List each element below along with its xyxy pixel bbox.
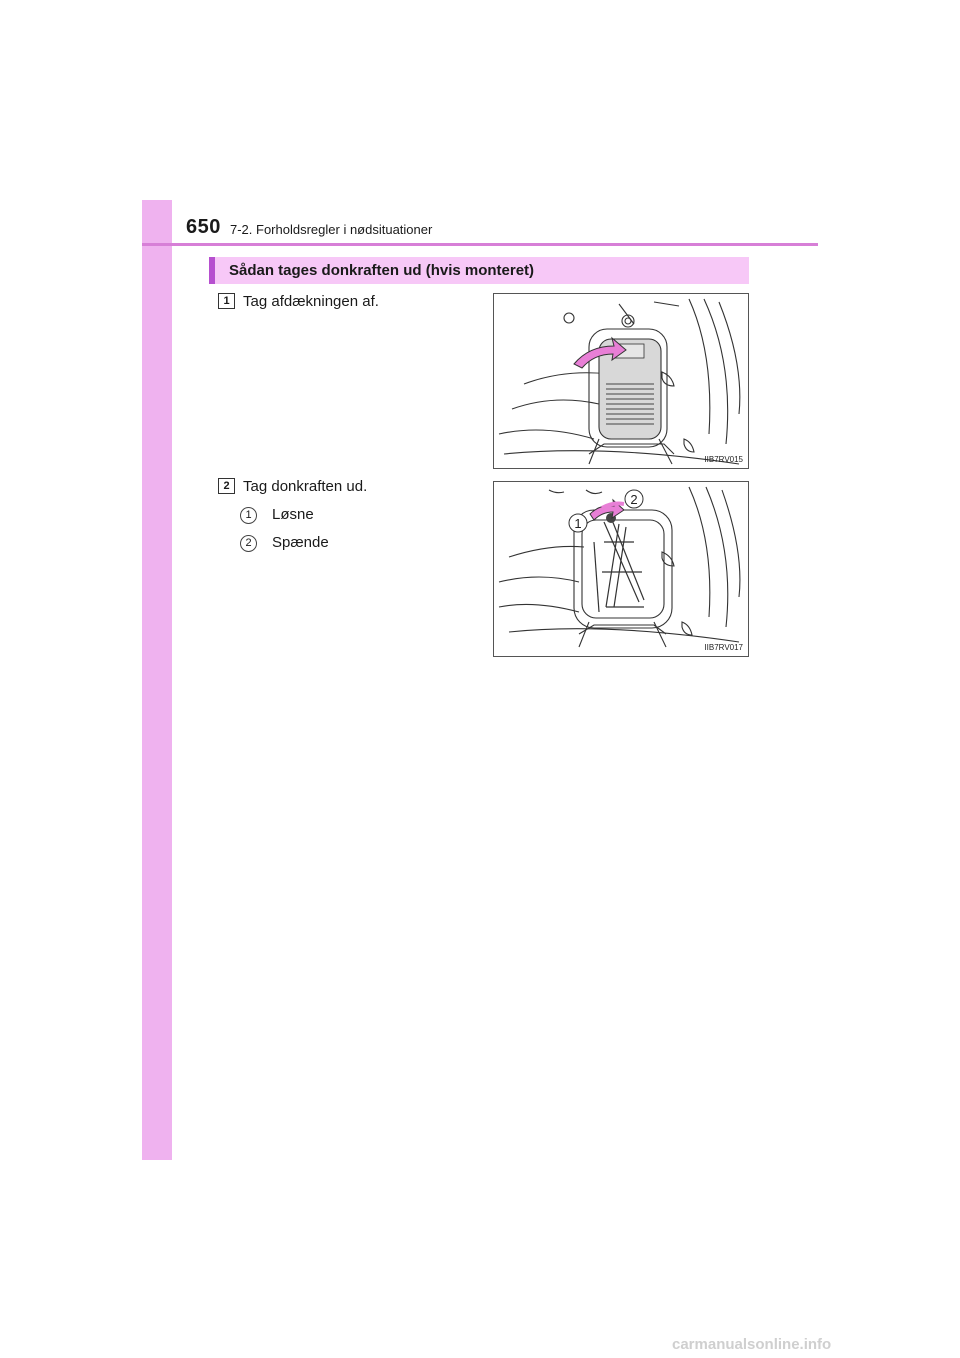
sidebar-tab xyxy=(142,200,172,1160)
figure-remove-cover xyxy=(493,293,749,469)
page-number: 650 xyxy=(186,216,221,238)
callout-1: 1 xyxy=(574,516,582,531)
chapter-title: 7-2. Forholdsregler i nødsituationer xyxy=(230,222,433,237)
figure-code-2: IIB7RV017 xyxy=(704,643,743,652)
step-number-2: 2 xyxy=(218,478,235,494)
step-number-1: 1 xyxy=(218,293,235,309)
figure-code-1: IIB7RV015 xyxy=(704,455,743,464)
jack-illustration xyxy=(494,482,749,657)
figure-remove-jack xyxy=(493,481,749,657)
callout-2: 2 xyxy=(630,492,638,507)
item-text-tighten: Spænde xyxy=(272,534,329,551)
item-number-2: 2 xyxy=(240,535,257,552)
section-title: Sådan tages donkraften ud (hvis monteret) xyxy=(229,262,535,279)
step-text-2: Tag donkraften ud. xyxy=(243,478,368,495)
watermark: carmanualsonline.info xyxy=(672,1336,832,1353)
section-heading xyxy=(209,257,749,284)
step-text-1: Tag afdækningen af. xyxy=(243,293,379,310)
item-text-loosen: Løsne xyxy=(272,506,314,523)
header-divider xyxy=(142,243,818,246)
item-number-1: 1 xyxy=(240,507,257,524)
cover-illustration xyxy=(494,294,749,469)
